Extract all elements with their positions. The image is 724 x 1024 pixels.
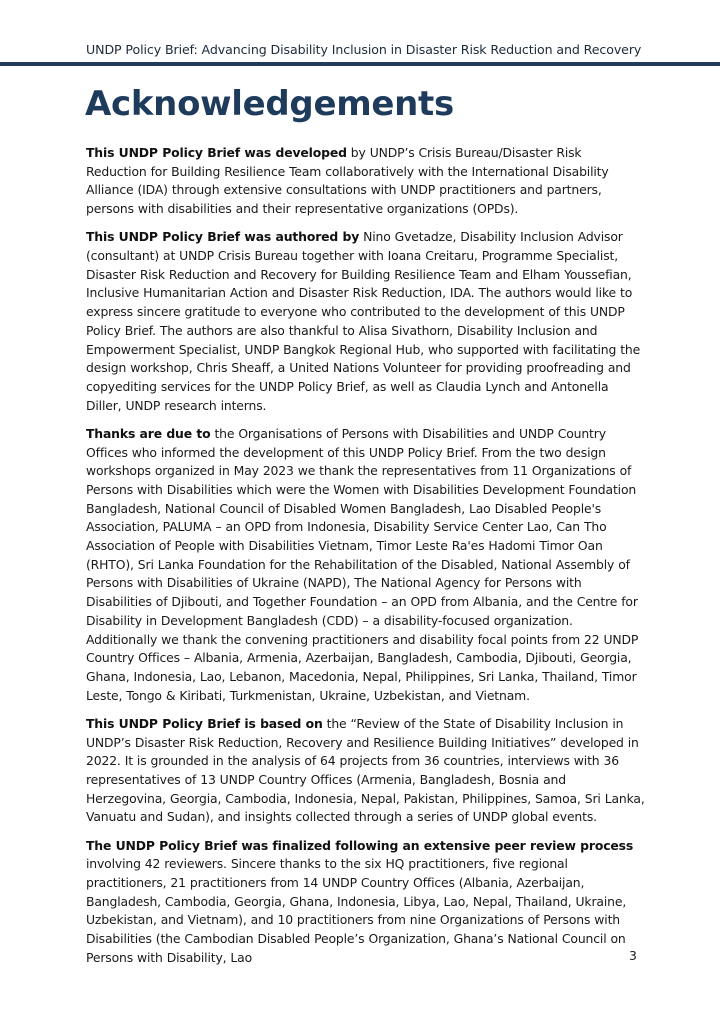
header-divider xyxy=(0,62,720,66)
page-number: 3 xyxy=(629,948,637,963)
paragraph-lead: This UNDP Policy Brief was developed xyxy=(86,145,347,160)
paragraph-lead: This UNDP Policy Brief was authored by xyxy=(86,229,360,245)
paragraph-text: Nino Gvetadze, Disability Inclusion Advisor (consultant) at UNDP Crisis Bureau together with Ioana Creitaru, Programme Specialist, Disaster Risk Reduction and Recovery for Building Resilience Team and Elham Youssefian, Inclusive Humanitarian Action and Disaster Risk Reduction, IDA. The authors would like to express sincere gratitude to everyone who contributed to the development of this UNDP Policy Brief. The authors are also thankful to Alisa Sivathorn, Disability Inclusion and Empowerment Specialist, UNDP Bangkok Regional Hub, who supported with facilitating the design workshop, Chris Sheaff, a United Nations Volunteer for providing proofreading and copyediting services for the UNDP Policy Brief, as well as Claudia Lynch and Antonella Diller, UNDP research interns. xyxy=(86,229,641,413)
paragraph-peer-review xyxy=(86,837,646,968)
paragraph-lead: The UNDP Policy Brief was finalized following an extensive peer review process xyxy=(86,837,634,853)
paragraph-text: by UNDP’s Crisis Bureau/Disaster Risk Reduction for Building Resilience Team collaboratively with the International Disability Alliance (IDA) through extensive consultations with UNDP practitioners and partners, persons with disabilities and their representative organizations (OPDs). xyxy=(86,145,609,217)
paragraph-based-on xyxy=(86,715,646,827)
paragraph-text: the “Review of the State of Disability Inclusion in UNDP’s Disaster Risk Reduction, Recovery and Resilience Building Initiatives” developed in 2022. It is grounded in the analysis of 64 projects from 36 countries, interviews with 36 representatives of 13 UNDP Country Offices (Armenia, Bangladesh, Bosnia and Herzegovina, Georgia, Cambodia, Indonesia, Nepal, Pakistan, Philippines, Samoa, Sri Lanka, Vanuatu and Sudan), and insights collected through a series of UNDP global events. xyxy=(86,715,645,825)
paragraph-text: the Organisations of Persons with Disabilities and UNDP Country Offices who informed the development of this UNDP Policy Brief. From the two design workshops organized in May 2023 we thank the representatives from 11 Organizations of Persons with Disabilities which were the Women with Disabilities Development Foundation Bangladesh, National Council of Disabled Women Bangladesh, Lao Disabled People's Association, PALUMA – an OPD from Indonesia, Disability Service Center Lao, Can Tho Association of People with Disabilities Vietnam, Timor Leste Ra'es Hadomi Timor Oan (RHTO), Sri Lanka Foundation for the Rehabilitation of the Disabled, National Assembly of Persons with Disabilities of Ukraine (NAPD), The National Agency for Persons with Disabilities of Djibouti, and Together Foundation – an OPD from Albania, and the Centre for Disability in Development Bangladesh (CDD) – a disability-focused organization. Additionally we thank the convening practitioners and disability focal points from 22 UNDP Country Offices – Albania, Armenia, Azerbaijan, Bangladesh, Cambodia, Djibouti, Georgia, Ghana, Indonesia, Lao, Lebanon, Macedonia, Nepal, Philippines, Sri Lanka, Thailand, Timor Leste, Tongo & Kiribati, Turkmenistan, Ukraine, Uzbekistan, and Vietnam. xyxy=(86,425,639,703)
paragraph-authored xyxy=(86,228,646,415)
page-title: Acknowledgements xyxy=(85,84,454,124)
paragraph-lead: This UNDP Policy Brief is based on xyxy=(86,715,323,731)
paragraph-lead: Thanks are due to xyxy=(86,425,211,441)
paragraph-thanks xyxy=(86,425,646,706)
body-text xyxy=(86,144,646,977)
paragraph-text: involving 42 reviewers. Sincere thanks to the six HQ practitioners, five regional practitioners, 21 practitioners from 14 UNDP Country Offices (Albania, Azerbaijan, Bangladesh, Cambodia, Georgia, Ghana, Indonesia, Libya, Lao, Nepal, Thailand, Ukraine, Uzbekistan, and Vietnam), and 10 practitioners from nine Organizations of Persons with Disabilities (the Cambodian Disabled People’s Organization, Ghana’s National Council on Persons with Disability, Lao xyxy=(86,856,627,965)
paragraph-developed xyxy=(86,144,646,219)
running-header: UNDP Policy Brief: Advancing Disability Inclusion in Disaster Risk Reduction and Recovery xyxy=(86,42,642,57)
